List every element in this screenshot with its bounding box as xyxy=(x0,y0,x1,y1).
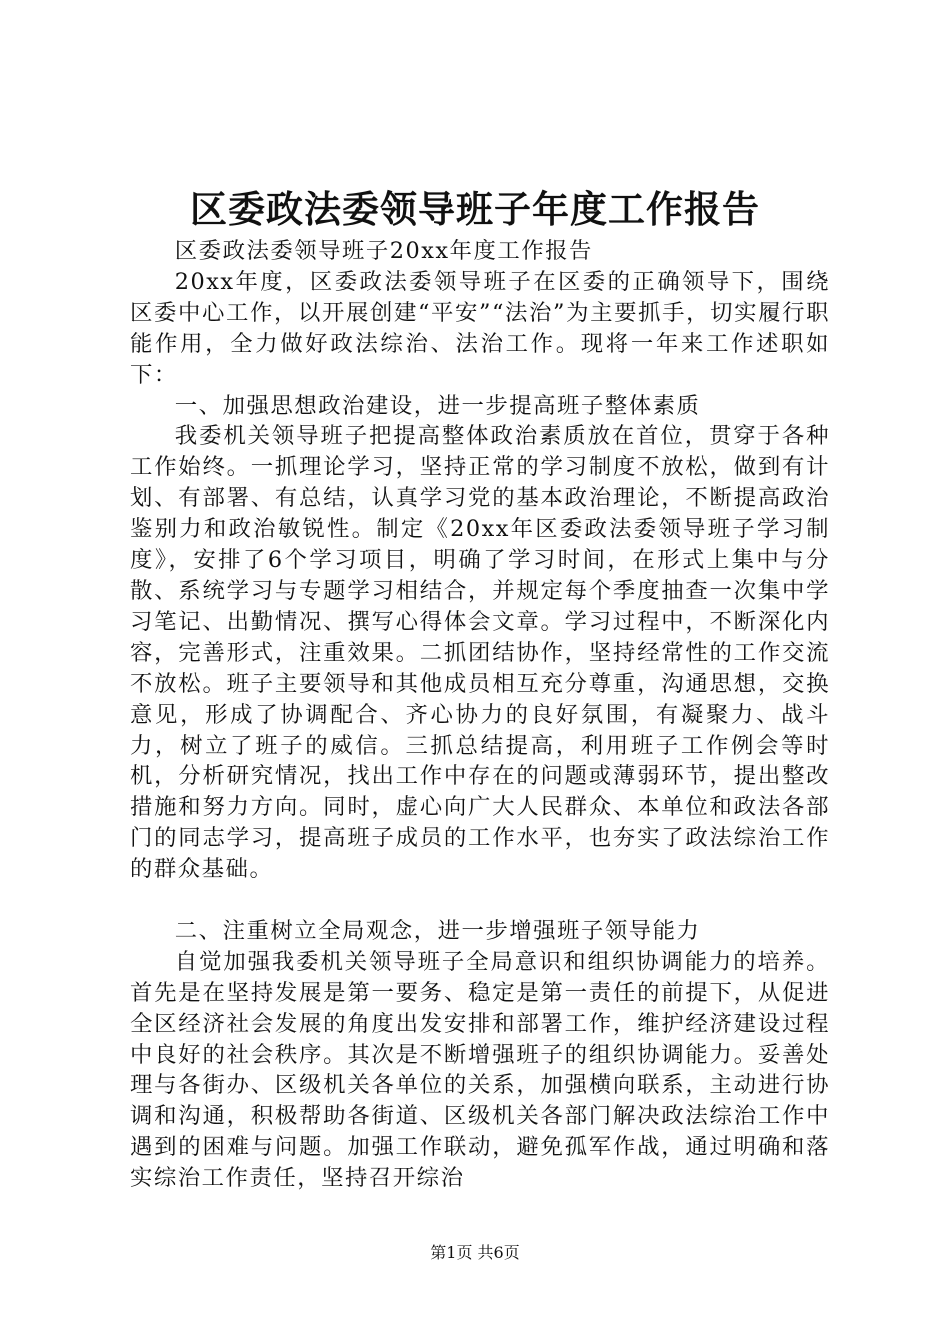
section-1-paragraph: 我委机关领导班子把提高整体政治素质放在首位，贯穿于各种工作始终。一抓理论学习，坚持正常的学习制度不放松，做到有计划、有部署、有总结，认真学习党的基本政治理论，不断提高政治鉴别力和政治敏锐性。制定《20xx年区委政法委领导班子学习制度》，安排了6个学习项目，明确了学习时间，在形式上集中与分散、系统学习与专题学习相结合，并规定每个季度抽查一次集中学习笔记、出勤情况、撰写心得体会文章。学习过程中，不断深化内容，完善形式，注重效果。二抓团结协作，坚持经常性的工作交流不放松。班子主要领导和其他成员相互充分尊重，沟通思想，交换意见，形成了协调配合、齐心协力的良好氛围，有凝聚力、战斗力，树立了班子的威信。三抓总结提高，利用班子工作例会等时机，分析研究情况，找出工作中存在的问题或薄弱环节，提出整改措施和努力方向。同时，虚心向广大人民群众、本单位和政法各部门的同志学习，提高班子成员的工作水平，也夯实了政法综治工作的群众基础。 xyxy=(130,423,830,883)
intro-paragraph: 20xx年度，区委政法委领导班子在区委的正确领导下，围绕区委中心工作，以开展创建“平安”“法治”为主要抓手，切实履行职能作用，全力做好政法综治、法治工作。现将一年来工作述职如下： xyxy=(130,268,830,388)
subtitle-paragraph: 区委政法委领导班子20xx年度工作报告 xyxy=(174,238,593,264)
section-2-paragraph: 自觉加强我委机关领导班子全局意识和组织协调能力的培养。首先是在坚持发展是第一要务、稳定是第一责任的前提下，从促进全区经济社会发展的角度出发安排和部署工作，维护经济建设过程中良好的社会秩序。其次是不断增强班子的组织协调能力。妥善处理与各街办、区级机关各单位的关系，加强横向联系，主动进行协调和沟通，积极帮助各街道、区级机关各部门解决政法综治工作中遇到的困难与问题。加强工作联动，避免孤军作战，通过明确和落实综治工作责任，坚持召开综治 xyxy=(130,948,830,1192)
document-title: 区委政法委领导班子年度工作报告 xyxy=(190,187,760,231)
page-footer: 第1页 共6页 xyxy=(430,1243,520,1262)
document-body xyxy=(130,236,830,1194)
section-heading-2: 二、注重树立全局观念，进一步增强班子领导能力 xyxy=(174,917,701,944)
section-heading-1: 一、加强思想政治建设，进一步提高班子整体素质 xyxy=(174,392,701,419)
